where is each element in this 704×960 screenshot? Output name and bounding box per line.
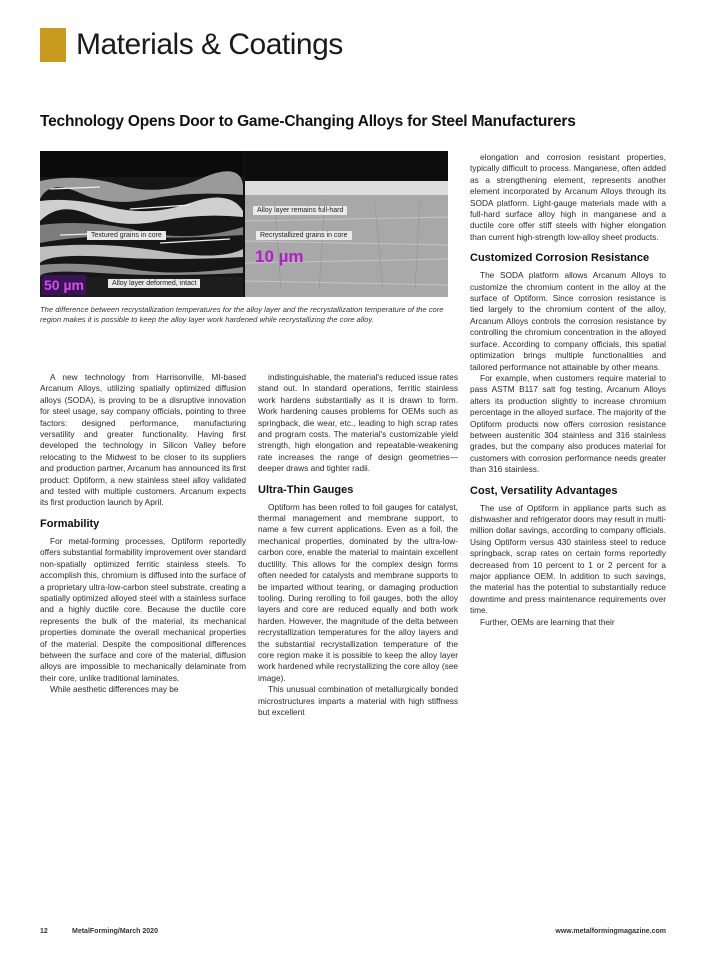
- label-alloy-layer-full-hard: Alloy layer remains full-hard: [253, 206, 347, 215]
- corrosion-heading: Customized Corrosion Resistance: [470, 252, 650, 265]
- article-column-3: [470, 152, 666, 628]
- corrosion-paragraph-2: For example, when customers require material to pass ASTM B117 salt fog testing, Arcanum Alloys alters its production slightly to increase chromium percentage in the alloyed surface. The majority of the Optiform products now offers corrosion resistance between austenitic 304 stainless and 316 stainless grades, but the company also produces material for customers with corrosion performance needs greater than 316 stainless.: [470, 372, 666, 475]
- formability-paragraph-2: While aesthetic differences may be: [50, 684, 179, 695]
- page-number: 12: [40, 928, 48, 935]
- micrograph-right-image: [245, 151, 448, 297]
- gauges-paragraph-1: Optiform has been rolled to foil gauges for catalyst, thermal management and membrane support, to name a few current applications. Even as a foil, the mechanical properties, dominated by the ultra-low-carbon core, enable the material to maintain excellent ductility. This allows for the complex design forms often needed for catalysts and membrane supports to be imparted without tearing, or damaging production tooling. During rerolling to foil gauges, both the alloy layers and core are reduced equally and both work harden. However, the magnitude of the delta between recrystallization temperatures for the alloy layers and the substantial recrystallization temperature of the core region make it is possible to keep the alloy layer work hardened while recrystallizing the core alloy (see image).: [258, 501, 458, 683]
- formability-heading: Formability: [40, 517, 100, 530]
- gauges-continued-paragraph: elongation and corrosion resistant properties, typically difficult to process. Manganese, often added as a strengthening element, represents another element incorporated by Arcanum Alloys through its SODA platform. Light-gauge materials made with a full-hard surface alloy high in manganese and a ductile core offer stiff steels with higher elongation than current high-strength low-alloy sheet products.: [470, 152, 666, 242]
- article-column-2: [258, 372, 458, 718]
- micrograph-figure: [40, 151, 448, 297]
- cost-paragraph-1: The use of Optiform in appliance parts such as dishwasher and refrigerator doors may result in multi-million dollar savings, according to company officials. Using Optiform versus 430 stainless steel to reduce springback, scrap rates on certain forms reportedly decreased from 10 percent to 1 or 2 percent for a major appliance OEM. In addition to such savings, the material has the potential to substantially reduce downtime and press maintenance requirements over time.: [470, 502, 666, 616]
- label-textured-grains: Textured grains in core: [87, 231, 166, 240]
- label-alloy-layer-deformed: Alloy layer deformed, intact: [108, 279, 200, 288]
- section-color-bar: [40, 28, 66, 62]
- intro-paragraph: A new technology from Harrisonville, MI-based Arcanum Alloys, utilizing spatially optimized diffusion alloys (SODA), is proving to be a disruptive innovation for steel usage, say company officials, pointing to three factors: designed performance, manufacturing versatility and greater functionality. Having first developed the technology in Silicon Valley before relocating to the Midwest to be closer to its suppliers and production partner, Arcanum has announced its first product: Optiform, a new stainless steel alloy validated and tested with multiple customers. Arcanum expects its first production launch by April.: [40, 372, 246, 508]
- cost-paragraph-2: Further, OEMs are learning that their: [480, 616, 615, 627]
- article-headline: Technology Opens Door to Game-Changing Alloys for Steel Manufacturers: [40, 113, 576, 130]
- article-column-1: [40, 372, 246, 696]
- scale-bar-left: 50 µm: [44, 277, 84, 293]
- corrosion-paragraph-1: The SODA platform allows Arcanum Alloys to customize the chromium content in the alloy at the surface of Optiform. Since corrosion resistance is tied largely to the chromium content of the alloy, Arcanum Alloys controls the corrosion resistance by controlling the chromium concentration in the alloyed surface. According to company officials, this spatial optimization brings multiple functionalities and tailored performance not attainable by other means.: [470, 270, 666, 372]
- formability-paragraph-1: For metal-forming processes, Optiform reportedly offers substantial formability improvement over standard non-spatially optimized ferritic stainless steels. To accomplish this, chromium is diffused into the surface of a proprietary ultra-low-carbon steel substrate, creating a spatially optimized alloyed steel with a stainless surface and a highly ductile core. Because the ductile core represents the bulk of the material, its mechanical properties dominate the overall mechanical properties of the material. Despite the compositional differences between the surface and core of the material, diffusion alloys are impossible to mechanically delaminate from their core, unlike traditional laminates.: [40, 535, 246, 683]
- gauges-paragraph-2: This unusual combination of metallurgically bonded microstructures imparts a material with high stiffness but excellent: [258, 684, 458, 717]
- formability-continued-paragraph: indistinguishable, the material's reduced issue rates stand out. In standard operations, ferritic stainless work hardens substantially as it is drawn to form. Work hardening causes problems for OEMs such as springback, die wear, etc., leading to high scrap rates and program costs. The material's customizable yield strength, high elongation and repeatable-weakening rate increases the range of design geometries—deeper draws and tighter radii.: [258, 372, 458, 474]
- website-link[interactable]: www.metalformingmagazine.com: [555, 928, 666, 935]
- cost-versatility-heading: Cost, Versatility Advantages: [470, 484, 618, 497]
- figure-caption: The difference between recrystallization temperatures for the alloy layer and the recrystallization temperature of the core region makes it is possible to keep the alloy layer work hardened while recrystallizing the core alloy.: [40, 305, 444, 324]
- scale-bar-right: 10 µm: [255, 247, 304, 266]
- ultra-thin-gauges-heading: Ultra-Thin Gauges: [258, 483, 354, 496]
- publication-issue: MetalForming/March 2020: [72, 928, 158, 935]
- label-recrystallized-grains: Recrystallized grains in core: [256, 231, 352, 240]
- section-title: Materials & Coatings: [76, 28, 343, 61]
